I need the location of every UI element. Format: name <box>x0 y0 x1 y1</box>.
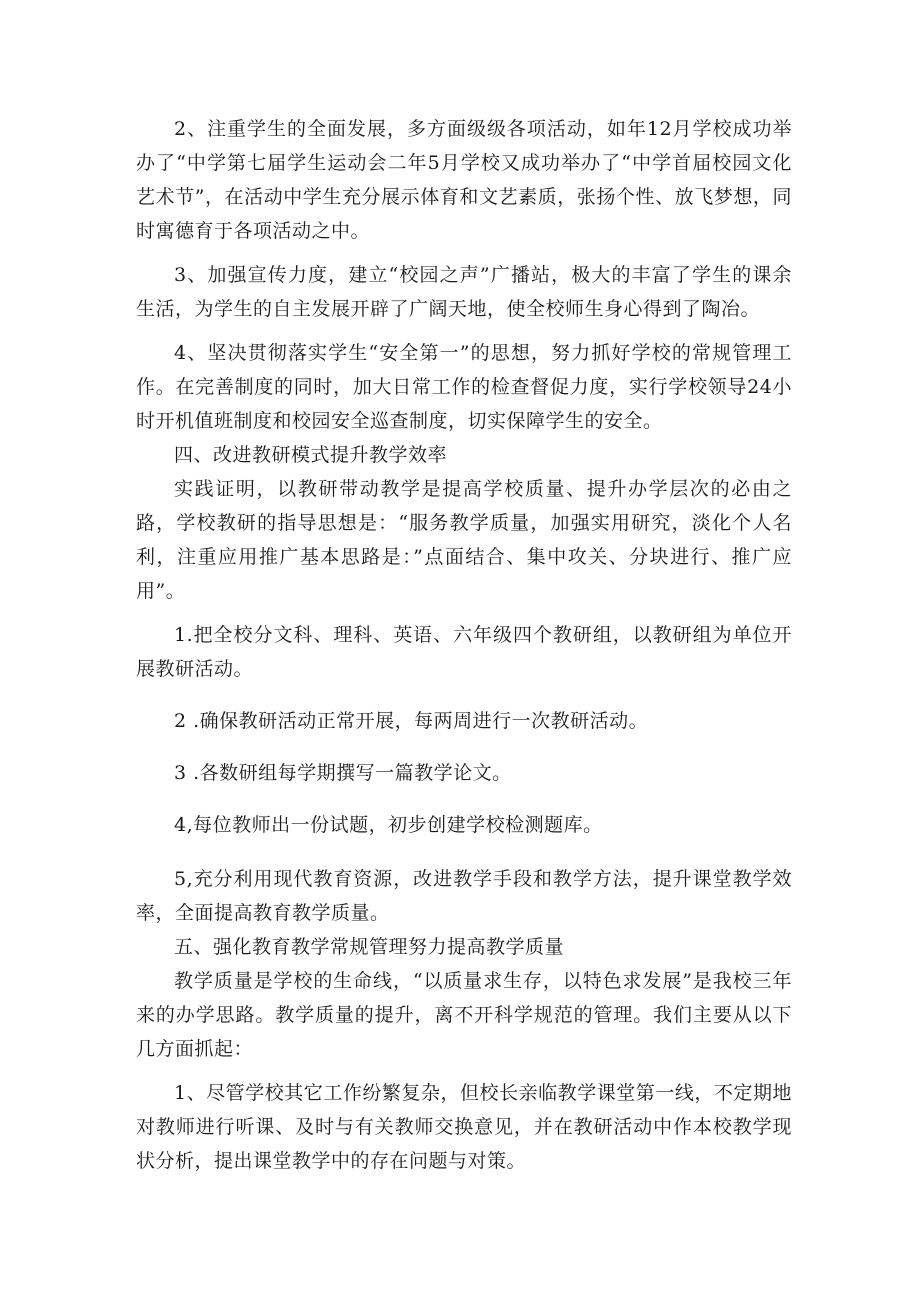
section-heading-research: 四、改进教研模式提升教学效率 <box>174 444 448 466</box>
list-item-test-bank: 4,每位教师出一份试题，初步创建学校检测题库。 <box>174 814 603 836</box>
document-body <box>136 112 792 1178</box>
list-item-modern-resources: 5,充分利用现代教育资源，改进教学手段和教学方法，提升课堂教学效率，全面提高教育教学质量。 <box>136 868 792 924</box>
list-item-principal-classes: 1、尽管学校其它工作纷繁复杂，但校长亲临教学课堂第一线，不定期地对教师进行听课、及时与有关教师交换意见，并在教研活动中作本校教学现状分析，提出课堂教学中的存在问题与对策。 <box>136 1082 792 1172</box>
paragraph-quality-intro: 教学质量是学校的生命线，“以质量求生存，以特色求发展”是我校三年来的办学思路。教学质量的提升，离不开科学规范的管理。我们主要从以下几方面抓起： <box>136 970 792 1060</box>
paragraph-activities: 2、注重学生的全面发展，多方面级级各项活动，如年12月学校成功举办了“中学第七届学生运动会二年5月学校又成功举办了“中学首届校园文化艺术节”，在活动中学生充分展示体育和文艺素质，张扬个性、放飞梦想，同时寓德育于各项活动之中。 <box>136 118 792 242</box>
paragraph-safety: 4、坚决贯彻落实学生“安全第一”的思想，努力抓好学校的常规管理工作。在完善制度的同时，加大日常工作的检查督促力度，实行学校领导24小时开机值班制度和校园安全巡查制度，切实保障学生的安全。 <box>136 342 792 432</box>
paragraph-research-intro: 实践证明，以教研带动教学是提高学校质量、提升办学层次的必由之路，学校教研的指导思想是：“服务教学质量，加强实用研究，淡化个人名利，注重应用推广基本思路是：”点面结合、集中攻关、分块进行、推广应用”。 <box>136 478 792 602</box>
paragraph-publicity: 3、加强宣传力度，建立“校园之声”广播站，极大的丰富了学生的课余生活，为学生的自主发展开辟了广阔天地，使全校师生身心得到了陶冶。 <box>136 264 792 320</box>
section-heading-quality: 五、强化教育教学常规管理努力提高教学质量 <box>174 936 565 958</box>
list-item-research-groups: 1.把全校分文科、理科、英语、六年级四个教研组，以教研组为单位开展教研活动。 <box>136 624 792 680</box>
list-item-research-papers: 3 .各数研组每学期撰写一篇教学论文。 <box>174 762 512 784</box>
list-item-research-schedule: 2 .确保教研活动正常开展，每两周进行一次教研活动。 <box>174 710 649 732</box>
